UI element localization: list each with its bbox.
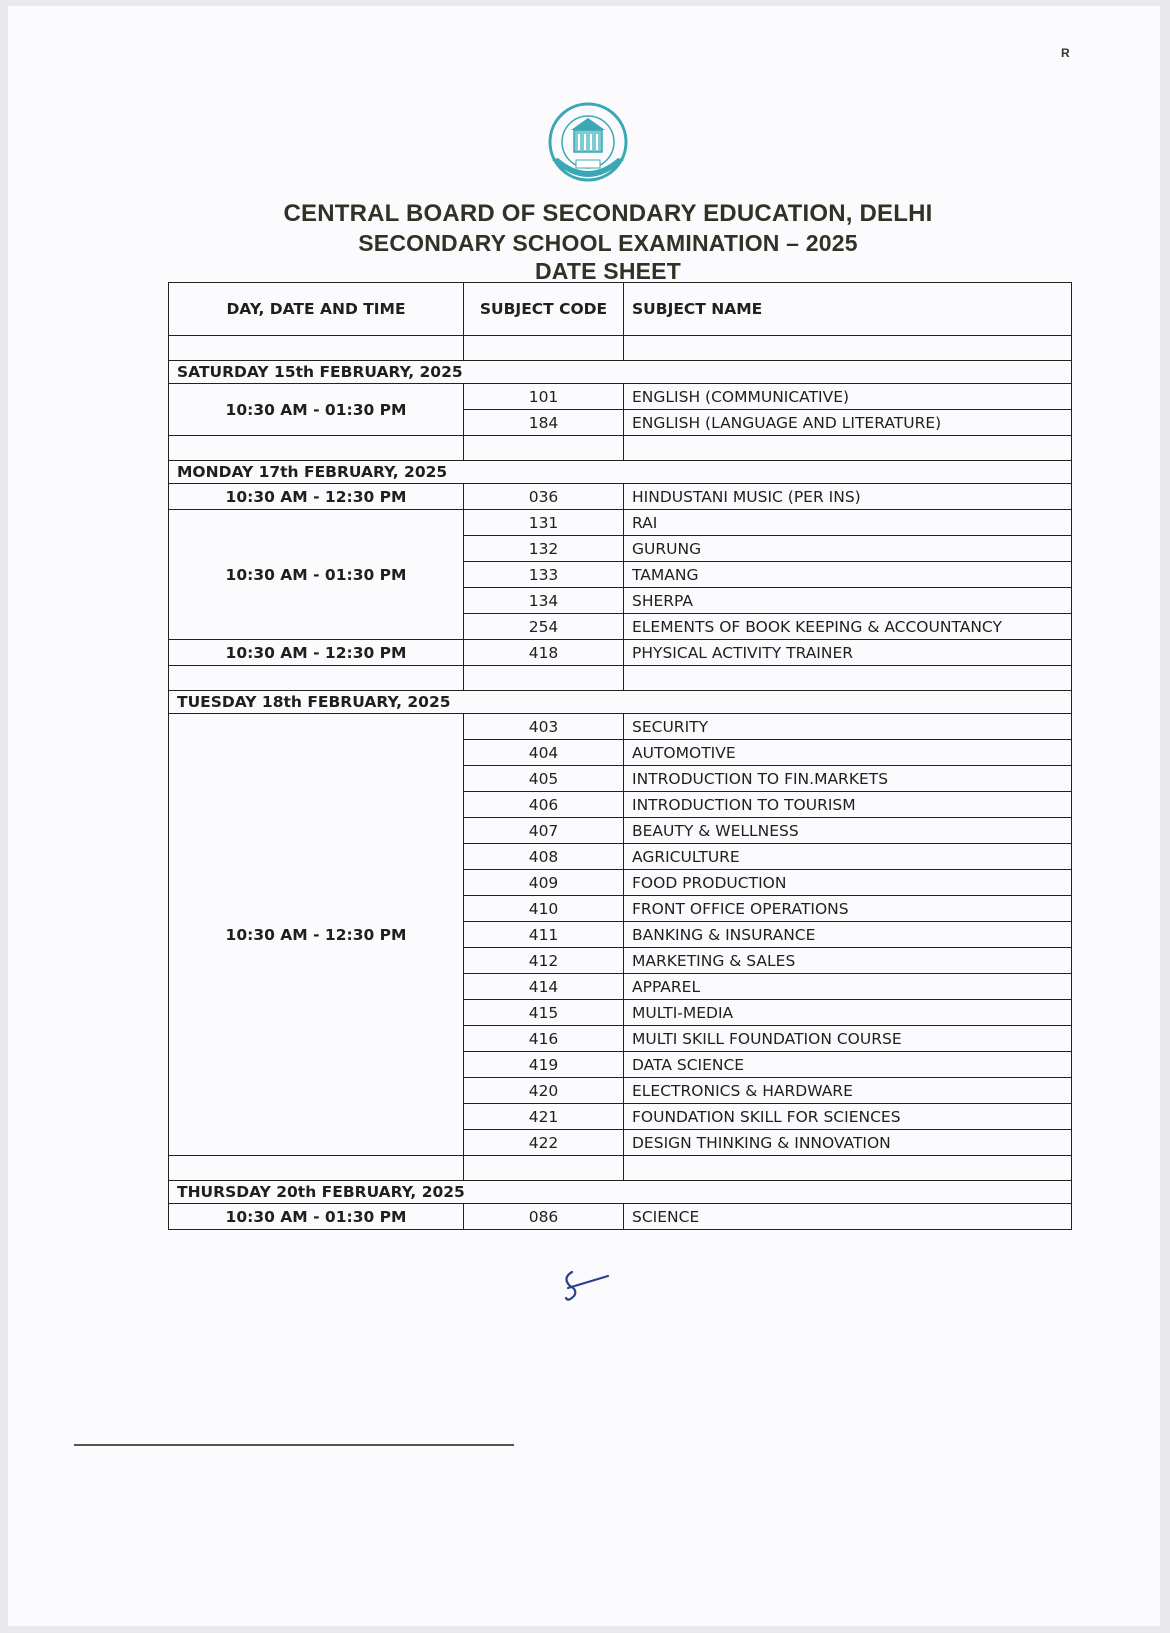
empty-cell [464, 1156, 624, 1181]
day-row [169, 691, 1072, 714]
subject-code: 414 [464, 974, 624, 1000]
subject-row [169, 1204, 1072, 1230]
exam-time: 10:30 AM - 01:30 PM [169, 1204, 464, 1230]
column-header-code: SUBJECT CODE [464, 283, 624, 336]
table-header-row [169, 283, 1072, 336]
subject-code: 411 [464, 922, 624, 948]
subject-name: DATA SCIENCE [624, 1052, 1072, 1078]
exam-time: 10:30 AM - 01:30 PM [169, 510, 464, 640]
subject-code: 412 [464, 948, 624, 974]
day-row [169, 461, 1072, 484]
empty-cell [169, 436, 464, 461]
exam-time: 10:30 AM - 12:30 PM [169, 640, 464, 666]
empty-cell [464, 436, 624, 461]
empty-cell [169, 666, 464, 691]
day-date: THURSDAY 20th FEBRUARY, 2025 [169, 1181, 1072, 1204]
day-date: SATURDAY 15th FEBRUARY, 2025 [169, 361, 1072, 384]
subject-name: SECURITY [624, 714, 1072, 740]
subject-name: GURUNG [624, 536, 1072, 562]
subject-code: 404 [464, 740, 624, 766]
blank-row [169, 336, 1072, 361]
subject-code: 406 [464, 792, 624, 818]
subject-code: 407 [464, 818, 624, 844]
empty-cell [624, 436, 1072, 461]
subject-name: HINDUSTANI MUSIC (PER INS) [624, 484, 1072, 510]
subject-name: MARKETING & SALES [624, 948, 1072, 974]
subject-code: 086 [464, 1204, 624, 1230]
subject-name: RAI [624, 510, 1072, 536]
subject-name: DESIGN THINKING & INNOVATION [624, 1130, 1072, 1156]
subject-name: ELEMENTS OF BOOK KEEPING & ACCOUNTANCY [624, 614, 1072, 640]
subject-code: 419 [464, 1052, 624, 1078]
subject-name: MULTI-MEDIA [624, 1000, 1072, 1026]
blank-row [169, 1156, 1072, 1181]
day-date: TUESDAY 18th FEBRUARY, 2025 [169, 691, 1072, 714]
subject-name: INTRODUCTION TO TOURISM [624, 792, 1072, 818]
subject-row [169, 640, 1072, 666]
subject-name: FRONT OFFICE OPERATIONS [624, 896, 1072, 922]
subject-code: 418 [464, 640, 624, 666]
board-title: CENTRAL BOARD OF SECONDARY EDUCATION, DELHI [283, 200, 933, 227]
exam-title: SECONDARY SCHOOL EXAMINATION – 2025 [358, 230, 858, 256]
subject-code: 422 [464, 1130, 624, 1156]
subject-name: BANKING & INSURANCE [624, 922, 1072, 948]
empty-cell [464, 336, 624, 361]
page-rule [74, 1444, 514, 1446]
subject-code: 415 [464, 1000, 624, 1026]
subject-name: ELECTRONICS & HARDWARE [624, 1078, 1072, 1104]
day-row [169, 1181, 1072, 1204]
subject-code: 405 [464, 766, 624, 792]
subject-code: 134 [464, 588, 624, 614]
exam-time: 10:30 AM - 12:30 PM [169, 714, 464, 1156]
subject-row [169, 384, 1072, 410]
document-page [8, 6, 1160, 1626]
subject-code: 133 [464, 562, 624, 588]
subject-name: ENGLISH (LANGUAGE AND LITERATURE) [624, 410, 1072, 436]
subject-name: SCIENCE [624, 1204, 1072, 1230]
subject-code: 101 [464, 384, 624, 410]
cbse-seal-icon [538, 98, 638, 198]
subject-code: 421 [464, 1104, 624, 1130]
day-date: MONDAY 17th FEBRUARY, 2025 [169, 461, 1072, 484]
subject-code: 420 [464, 1078, 624, 1104]
day-row [169, 361, 1072, 384]
subject-name: MULTI SKILL FOUNDATION COURSE [624, 1026, 1072, 1052]
subject-name: TAMANG [624, 562, 1072, 588]
subject-name: ENGLISH (COMMUNICATIVE) [624, 384, 1072, 410]
blank-row [169, 436, 1072, 461]
subject-code: 416 [464, 1026, 624, 1052]
date-sheet-table [168, 282, 1072, 1230]
empty-cell [464, 666, 624, 691]
subject-code: 184 [464, 410, 624, 436]
subject-name: AGRICULTURE [624, 844, 1072, 870]
subject-row [169, 714, 1072, 740]
subject-name: BEAUTY & WELLNESS [624, 818, 1072, 844]
subject-code: 409 [464, 870, 624, 896]
subject-name: PHYSICAL ACTIVITY TRAINER [624, 640, 1072, 666]
exam-time: 10:30 AM - 12:30 PM [169, 484, 464, 510]
blank-row [169, 666, 1072, 691]
subject-name: FOUNDATION SKILL FOR SCIENCES [624, 1104, 1072, 1130]
subject-row [169, 510, 1072, 536]
corner-mark: R [1061, 46, 1070, 60]
subject-code: 132 [464, 536, 624, 562]
date-sheet-title: DATE SHEET [535, 258, 681, 284]
subject-code: 254 [464, 614, 624, 640]
signature-mark [560, 1264, 620, 1304]
exam-time: 10:30 AM - 01:30 PM [169, 384, 464, 436]
empty-cell [624, 1156, 1072, 1181]
subject-code: 410 [464, 896, 624, 922]
empty-cell [169, 1156, 464, 1181]
column-header-day: DAY, DATE AND TIME [169, 283, 464, 336]
empty-cell [169, 336, 464, 361]
subject-code: 403 [464, 714, 624, 740]
subject-code: 131 [464, 510, 624, 536]
subject-name: APPAREL [624, 974, 1072, 1000]
empty-cell [624, 336, 1072, 361]
subject-code: 408 [464, 844, 624, 870]
subject-name: SHERPA [624, 588, 1072, 614]
column-header-name: SUBJECT NAME [624, 283, 1072, 336]
empty-cell [624, 666, 1072, 691]
subject-name: FOOD PRODUCTION [624, 870, 1072, 896]
table-body [169, 336, 1072, 1230]
subject-row [169, 484, 1072, 510]
subject-name: AUTOMOTIVE [624, 740, 1072, 766]
subject-code: 036 [464, 484, 624, 510]
subject-name: INTRODUCTION TO FIN.MARKETS [624, 766, 1072, 792]
